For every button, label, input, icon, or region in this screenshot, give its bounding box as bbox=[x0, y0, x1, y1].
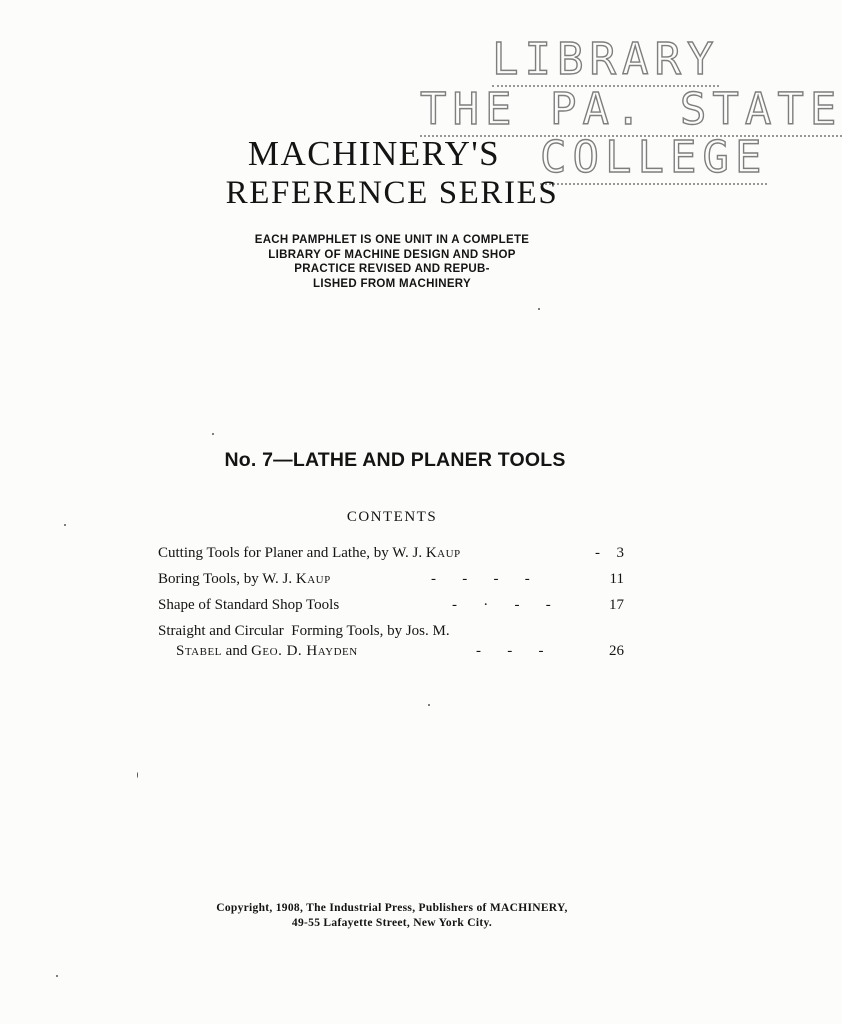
toc-entry-leader: - · - - bbox=[452, 597, 551, 613]
library-stamp-line2: THE PA. STATE bbox=[420, 84, 842, 135]
scan-speck bbox=[428, 704, 430, 706]
description-line: LIBRARY OF MACHINE DESIGN AND SHOP bbox=[268, 248, 516, 261]
toc-entry-leader: - bbox=[595, 545, 600, 561]
toc-entry-page: 11 bbox=[609, 571, 624, 587]
series-title-line2: REFERENCE SERIES bbox=[225, 175, 559, 211]
toc-entry-page: 3 bbox=[616, 545, 624, 561]
toc-entry-title: Shape of Standard Shop Tools bbox=[158, 597, 340, 613]
copyright-line: Copyright, 1908, The Industrial Press, Publishers of MACHINERY, bbox=[216, 902, 568, 914]
toc-entry-leader: - - - - bbox=[431, 571, 530, 587]
toc-entry-page: 17 bbox=[609, 597, 624, 613]
series-description bbox=[0, 233, 784, 291]
contents-heading: CONTENTS bbox=[346, 509, 438, 525]
toc-entry-author: Stabel bbox=[176, 643, 222, 659]
toc-entry-author: Kaup bbox=[425, 545, 461, 561]
toc-entry-page: 26 bbox=[609, 643, 624, 659]
copyright-notice bbox=[0, 901, 784, 931]
toc-entry-title: Cutting Tools for Planer and Lathe, by W. J. Kaup bbox=[158, 545, 461, 561]
scan-speck bbox=[212, 433, 214, 435]
toc-entry-title: Boring Tools, by W. J. Kaup bbox=[158, 571, 331, 587]
series-title-line1: MACHINERY'S bbox=[247, 134, 501, 173]
toc-entry-author: Kaup bbox=[295, 571, 331, 587]
description-line: EACH PAMPHLET IS ONE UNIT IN A COMPLETE bbox=[254, 234, 530, 246]
scan-speck bbox=[538, 308, 540, 310]
scan-speck bbox=[137, 772, 138, 778]
toc-entry-leader: - - - bbox=[476, 643, 544, 659]
library-stamp-line1: LIBRARY bbox=[492, 34, 720, 85]
toc-entry-author: Geo. D. Hayden bbox=[251, 643, 358, 659]
scan-speck bbox=[56, 975, 58, 977]
copyright-line: 49-55 Lafayette Street, New York City. bbox=[291, 917, 493, 929]
description-line: PRACTICE REVISED AND REPUB- bbox=[294, 263, 490, 275]
library-stamp-line3: COLLEGE bbox=[540, 132, 768, 183]
toc-entry-authors: Stabel and Geo. D. Hayden bbox=[176, 643, 358, 659]
description-line: LISHED FROM MACHINERY bbox=[313, 277, 471, 290]
toc-entry-title: Straight and Circular Forming Tools, by Jos. M. bbox=[158, 623, 450, 639]
scan-speck bbox=[64, 524, 66, 526]
issue-title: No. 7—LATHE AND PLANER TOOLS bbox=[224, 449, 566, 471]
